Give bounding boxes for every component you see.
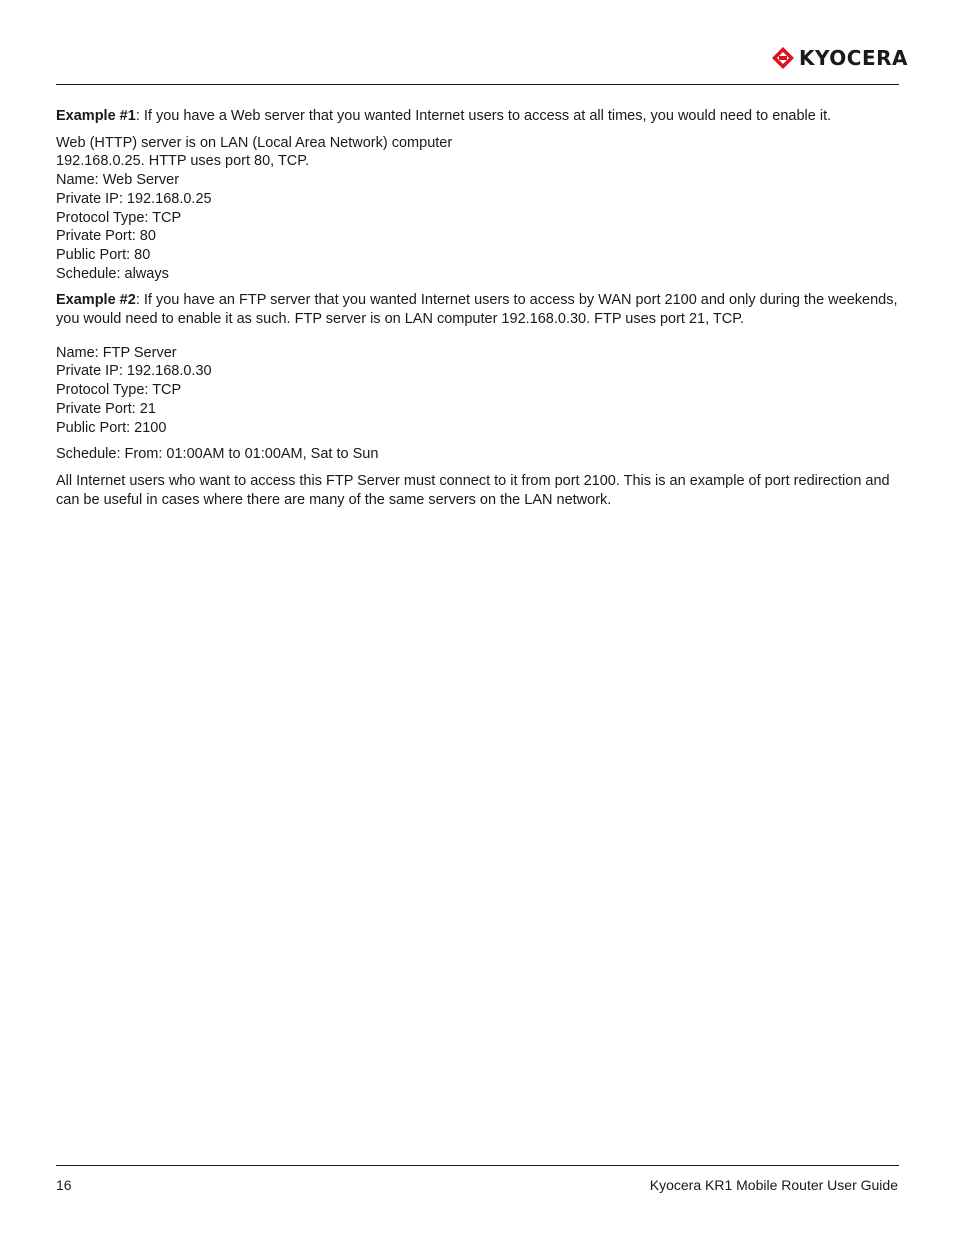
example1-paragraph [56,107,899,126]
kyocera-emblem-icon [772,47,794,69]
example1-details [56,134,899,284]
page-body [56,107,899,517]
example1-detail-line: Private Port: 80 [56,228,156,245]
example2-schedule: Schedule: From: 01:00AM to 01:00AM, Sat to Sun [56,446,379,463]
footer-divider [56,1165,899,1166]
example2-detail-line: Private IP: 192.168.0.30 [56,363,212,380]
example2-label: Example #2 [56,292,136,309]
example1-detail-line: Protocol Type: TCP [56,209,182,226]
example2-detail-line: Protocol Type: TCP [56,382,182,399]
example1-detail-line: Schedule: always [56,265,169,282]
example2-detail-line: Private Port: 21 [56,400,156,417]
logo-wordmark: KYOCERA [799,46,908,70]
header-divider [56,84,899,85]
example1-detail-line: Private IP: 192.168.0.25 [56,190,212,207]
example1-intro: : If you have a Web server that you wanted Internet users to access at all times, you would need to enable it. [135,108,832,124]
example2-note: All Internet users who want to access this FTP Server must connect to it from port 2100. This is an example of port redirection and can be useful in cases where there are many of the same servers on the LAN network. [56,472,890,508]
example1-detail-line: Public Port: 80 [56,246,151,263]
page-number: 16 [56,1177,72,1193]
example2-details [56,344,899,438]
document-title: Kyocera KR1 Mobile Router User Guide [649,1177,898,1193]
example1-label: Example #1 [56,108,136,124]
example1-detail-line: Name: Web Server [56,172,180,189]
example1-detail-line: Web (HTTP) server is on LAN (Local Area Network) computer [56,134,453,151]
example2-paragraph [56,291,899,328]
example2-detail-line: Public Port: 2100 [56,419,167,436]
kyocera-logo [772,44,908,72]
example2-intro: : If you have an FTP server that you wanted Internet users to access by WAN port 2100 and only during the weekends, you would need to enable it as such. FTP server is on LAN computer 192.168.0.30. FTP uses port 21, TCP. [56,292,898,328]
example2-detail-line: Name: FTP Server [56,344,177,361]
example1-detail-line: 192.168.0.25. HTTP uses port 80, TCP. [56,153,310,170]
